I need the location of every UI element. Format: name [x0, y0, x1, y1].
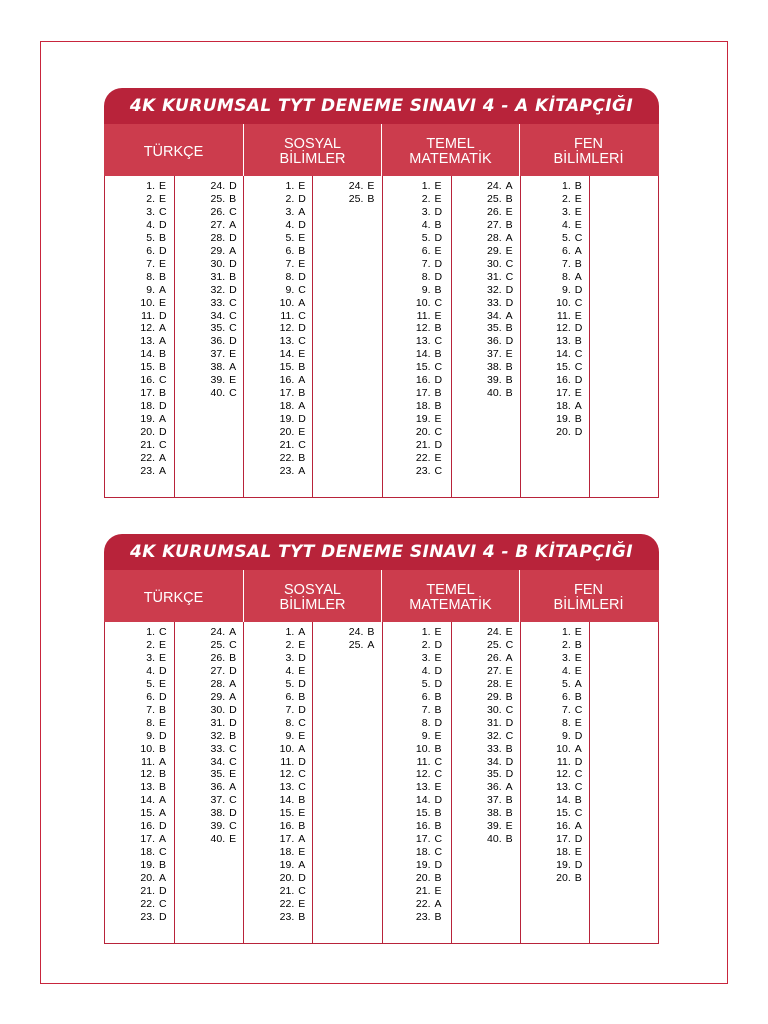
answer-column — [382, 622, 451, 943]
answer-column — [174, 176, 243, 497]
answer-entry: 33. B — [487, 742, 513, 755]
answer-entry: 14. B — [140, 348, 167, 361]
answer-entry: 3. E — [421, 651, 442, 664]
answer-entry: 23. A — [140, 464, 167, 477]
answer-entry: 19. D — [279, 413, 306, 426]
answer-column — [451, 176, 520, 497]
answer-entry: 8. C — [285, 716, 306, 729]
answer-entry: 28. A — [487, 231, 513, 244]
answer-entry: 15. B — [415, 807, 442, 820]
answer-entry: 11. E — [556, 309, 582, 322]
answer-entry: 14. B — [415, 348, 442, 361]
answer-entry: 6. B — [285, 690, 306, 703]
subject-header-line: TÜRKÇE — [143, 143, 204, 160]
answer-entry: 2. E — [146, 192, 167, 205]
answer-entry: 4. D — [146, 664, 167, 677]
answer-entry: 21. E — [415, 885, 442, 898]
answer-entry: 10. C — [415, 296, 443, 309]
answer-entry: 15. C — [556, 361, 583, 374]
answer-entry: 14. C — [556, 348, 583, 361]
answer-column — [451, 622, 520, 943]
answer-entry: 2. E — [146, 638, 167, 651]
answer-entry: 9. D — [561, 283, 583, 296]
subject-header-line: SOSYAL — [284, 582, 341, 598]
answer-entry: 14. E — [279, 348, 306, 361]
answer-entry: 16. A — [279, 374, 306, 387]
answer-entry: 7. E — [146, 257, 167, 270]
answer-entry: 15. B — [140, 361, 167, 374]
answer-entry: 3. E — [561, 651, 582, 664]
answer-entry: 23. C — [415, 464, 443, 477]
answer-entry: 4. D — [146, 218, 167, 231]
answer-entry: 26. B — [210, 651, 237, 664]
answer-entry: 29. A — [210, 244, 237, 257]
answer-entry: 15. C — [556, 807, 583, 820]
answer-entry: 8. E — [146, 716, 167, 729]
answer-entry: 5. A — [561, 677, 582, 690]
answer-entry: 28. D — [210, 231, 237, 244]
answer-entry: 25. B — [210, 192, 237, 205]
answer-entry: 17. D — [556, 833, 583, 846]
answer-entry: 13. E — [415, 781, 442, 794]
answer-entry: 11. A — [141, 755, 167, 768]
answer-entry: 37. E — [487, 348, 513, 361]
answer-entry: 31. D — [487, 716, 514, 729]
answer-entry: 10. A — [279, 296, 306, 309]
answer-entry: 30. D — [210, 257, 237, 270]
answer-entry: 16. D — [556, 374, 583, 387]
answer-entry: 32. C — [487, 729, 514, 742]
answer-entry: 7. D — [285, 703, 306, 716]
answer-entry: 24. E — [487, 626, 513, 638]
answer-entry: 17. B — [415, 387, 442, 400]
answer-entry: 35. B — [487, 322, 513, 335]
answer-entry: 5. D — [421, 231, 443, 244]
answer-entry: 13. C — [279, 781, 306, 794]
subject-header-line: TÜRKÇE — [143, 589, 204, 606]
answer-entry: 10. A — [279, 742, 306, 755]
answer-entry: 18. A — [279, 400, 306, 413]
answer-entry: 36. D — [487, 335, 514, 348]
answer-column — [312, 622, 381, 943]
answer-entry: 14. D — [415, 794, 443, 807]
answer-entry: 16. A — [556, 820, 582, 833]
answer-entry: 1. A — [285, 626, 306, 638]
answer-entry: 24. A — [210, 626, 237, 638]
answer-entry: 23. B — [415, 910, 442, 923]
answer-entry: 1. E — [285, 180, 306, 192]
answer-entry: 32. D — [487, 283, 514, 296]
subject-header — [381, 124, 519, 176]
answer-entry: 11. C — [416, 755, 443, 768]
subject-header — [243, 124, 381, 176]
answer-entry: 17. B — [140, 387, 167, 400]
answer-entry: 17. E — [556, 387, 582, 400]
answer-entry: 20. B — [556, 872, 582, 885]
answer-entry: 27. A — [210, 218, 237, 231]
answer-entry: 20. C — [415, 426, 443, 439]
answer-entry: 7. C — [561, 703, 583, 716]
answer-entry: 3. E — [561, 205, 582, 218]
answer-entry: 24. A — [487, 180, 513, 192]
answer-entry: 13. C — [279, 335, 306, 348]
answer-grid — [104, 622, 659, 944]
answer-column — [589, 622, 658, 943]
answer-entry: 22. E — [279, 898, 306, 911]
answer-entry: 3. C — [146, 205, 167, 218]
answer-entry: 19. D — [415, 859, 443, 872]
answer-entry: 6. A — [561, 244, 582, 257]
subject-header-line: FEN — [573, 136, 603, 152]
answer-entry: 40. B — [487, 387, 513, 400]
answer-entry: 34. D — [487, 755, 514, 768]
answer-entry: 24. D — [210, 180, 237, 192]
subject-header-line: BİLİMLER — [279, 151, 346, 167]
subject-header — [104, 124, 243, 176]
answer-entry: 11. E — [416, 309, 442, 322]
answer-entry: 37. E — [210, 348, 237, 361]
answer-entry: 8. B — [146, 270, 167, 283]
answer-entry: 35. D — [487, 768, 514, 781]
answer-entry: 5. C — [561, 231, 583, 244]
answer-entry: 38. A — [210, 361, 237, 374]
answer-entry: 25. B — [487, 192, 513, 205]
subject-header — [519, 124, 657, 176]
booklet-b-answer-key — [104, 534, 659, 944]
answer-entry: 9. C — [285, 283, 306, 296]
answer-entry: 20. D — [140, 426, 167, 439]
answer-entry: 19. A — [279, 859, 306, 872]
answer-entry: 2. D — [421, 638, 443, 651]
answer-entry: 23. B — [279, 910, 306, 923]
answer-entry: 34. C — [210, 309, 237, 322]
answer-entry: 21. D — [140, 885, 167, 898]
subject-header-line: SOSYAL — [284, 136, 341, 152]
answer-entry: 16. C — [140, 374, 167, 387]
answer-entry: 29. B — [487, 690, 513, 703]
answer-entry: 21. C — [279, 885, 306, 898]
answer-entry: 17. A — [279, 833, 306, 846]
answer-entry: 18. C — [415, 846, 443, 859]
answer-entry: 11. D — [556, 755, 583, 768]
answer-entry: 19. B — [556, 413, 582, 426]
answer-entry: 38. B — [487, 807, 513, 820]
answer-entry: 7. B — [421, 703, 442, 716]
answer-entry: 19. A — [140, 413, 167, 426]
answer-entry: 2. B — [561, 638, 582, 651]
answer-entry: 27. D — [210, 664, 237, 677]
answer-entry: 40. B — [487, 833, 513, 846]
answer-entry: 27. E — [487, 664, 513, 677]
answer-entry: 12. A — [140, 322, 167, 335]
answer-entry: 28. E — [487, 677, 513, 690]
answer-entry: 4. E — [561, 664, 582, 677]
subject-header-line: TEMEL — [426, 582, 475, 598]
answer-entry: 36. D — [210, 335, 237, 348]
answer-entry: 20. E — [279, 426, 306, 439]
booklet-title: 4K KURUMSAL TYT DENEME SINAVI 4 - B KİTAPÇIĞI — [104, 534, 659, 570]
answer-entry: 28. A — [210, 677, 237, 690]
answer-entry: 15. B — [279, 361, 306, 374]
answer-entry: 1. E — [561, 626, 582, 638]
answer-entry: 10. E — [140, 296, 167, 309]
answer-entry: 14. A — [140, 794, 167, 807]
answer-entry: 20. B — [415, 872, 442, 885]
answer-entry: 30. D — [210, 703, 237, 716]
answer-entry: 39. E — [210, 374, 237, 387]
answer-entry: 20. D — [556, 426, 583, 439]
answer-entry: 13. C — [556, 781, 583, 794]
answer-entry: 33. C — [210, 296, 237, 309]
answer-entry: 18. A — [556, 400, 582, 413]
answer-entry: 2. E — [561, 192, 582, 205]
subject-header-line: MATEMATİK — [409, 597, 492, 613]
answer-entry: 39. B — [487, 374, 513, 387]
answer-entry: 10. A — [556, 742, 582, 755]
subject-header — [104, 570, 243, 622]
answer-entry: 26. A — [487, 651, 513, 664]
answer-entry: 17. B — [279, 387, 306, 400]
answer-entry: 17. C — [415, 833, 443, 846]
answer-entry: 40. E — [210, 833, 237, 846]
answer-entry: 14. B — [556, 794, 582, 807]
answer-entry: 35. C — [210, 322, 237, 335]
answer-entry: 13. C — [415, 335, 443, 348]
subject-header-line: MATEMATİK — [409, 151, 492, 167]
answer-entry: 7. B — [561, 257, 582, 270]
answer-entry: 18. E — [556, 846, 582, 859]
subject-header — [381, 570, 519, 622]
answer-entry: 14. B — [279, 794, 306, 807]
answer-entry: 4. D — [421, 664, 443, 677]
subject-header — [519, 570, 657, 622]
answer-entry: 18. C — [140, 846, 167, 859]
answer-entry: 35. E — [210, 768, 237, 781]
answer-entry: 22. A — [415, 898, 442, 911]
answer-entry: 18. B — [415, 400, 442, 413]
answer-entry: 5. E — [146, 677, 167, 690]
answer-entry: 21. C — [140, 439, 167, 452]
answer-entry: 29. E — [487, 244, 513, 257]
subject-header-line: TEMEL — [426, 136, 475, 152]
answer-entry: 2. E — [421, 192, 442, 205]
answer-entry: 12. C — [279, 768, 306, 781]
answer-entry: 38. D — [210, 807, 237, 820]
answer-entry: 3. E — [146, 651, 167, 664]
answer-entry: 27. B — [487, 218, 513, 231]
answer-entry: 4. E — [561, 218, 582, 231]
booklet-a-answer-key — [104, 88, 659, 498]
subject-header — [243, 570, 381, 622]
answer-entry: 36. A — [487, 781, 513, 794]
answer-entry: 19. D — [556, 859, 583, 872]
answer-entry: 38. B — [487, 361, 513, 374]
answer-entry: 5. D — [421, 677, 443, 690]
answer-entry: 4. B — [421, 218, 442, 231]
answer-entry: 39. E — [487, 820, 513, 833]
answer-entry: 12. B — [140, 768, 167, 781]
answer-column — [382, 176, 451, 497]
answer-entry: 25. C — [210, 638, 237, 651]
answer-entry: 7. B — [146, 703, 167, 716]
answer-entry: 1. C — [146, 626, 167, 638]
answer-entry: 1. E — [146, 180, 167, 192]
answer-entry: 22. B — [279, 452, 306, 465]
answer-entry: 2. D — [285, 192, 306, 205]
booklet-title: 4K KURUMSAL TYT DENEME SINAVI 4 - A KİTAPÇIĞI — [104, 88, 659, 124]
subject-header-line: FEN — [573, 582, 603, 598]
answer-entry: 9. E — [285, 729, 306, 742]
answer-column — [312, 176, 381, 497]
answer-entry: 12. C — [556, 768, 583, 781]
answer-entry: 13. B — [556, 335, 582, 348]
answer-entry: 12. D — [279, 322, 306, 335]
answer-entry: 15. A — [140, 807, 167, 820]
answer-entry: 33. D — [487, 296, 514, 309]
answer-entry: 8. E — [561, 716, 582, 729]
answer-entry: 37. B — [487, 794, 513, 807]
answer-entry: 34. C — [210, 755, 237, 768]
answer-entry: 18. E — [279, 846, 306, 859]
answer-entry: 7. E — [285, 257, 306, 270]
answer-entry: 24. B — [348, 626, 375, 638]
answer-entry: 8. D — [285, 270, 306, 283]
answer-entry: 22. E — [415, 452, 442, 465]
answer-entry: 21. D — [415, 439, 443, 452]
answer-entry: 30. C — [487, 257, 514, 270]
answer-entry: 6. B — [421, 690, 442, 703]
subject-header-row — [104, 124, 659, 176]
answer-entry: 6. B — [285, 244, 306, 257]
answer-entry: 2. E — [285, 638, 306, 651]
answer-entry: 6. D — [146, 244, 167, 257]
answer-column — [589, 176, 658, 497]
answer-entry: 5. D — [285, 677, 306, 690]
answer-entry: 31. C — [487, 270, 514, 283]
answer-column — [174, 622, 243, 943]
answer-entry: 15. C — [415, 361, 443, 374]
answer-entry: 15. E — [279, 807, 306, 820]
answer-entry: 25. C — [487, 638, 514, 651]
answer-entry: 6. B — [561, 690, 582, 703]
answer-entry: 6. D — [146, 690, 167, 703]
answer-entry: 5. E — [285, 231, 306, 244]
answer-entry: 7. D — [421, 257, 443, 270]
answer-entry: 19. E — [415, 413, 442, 426]
answer-entry: 3. D — [285, 651, 306, 664]
answer-entry: 40. C — [210, 387, 237, 400]
answer-entry: 12. C — [415, 768, 443, 781]
answer-entry: 4. D — [285, 218, 306, 231]
answer-entry: 22. C — [140, 898, 167, 911]
answer-entry: 3. A — [285, 205, 306, 218]
subject-header-row — [104, 570, 659, 622]
answer-entry: 10. B — [140, 742, 167, 755]
answer-entry: 22. A — [140, 452, 167, 465]
answer-entry: 25. A — [348, 638, 375, 651]
answer-entry: 30. C — [487, 703, 514, 716]
answer-entry: 16. B — [415, 820, 442, 833]
answer-entry: 9. D — [146, 729, 167, 742]
answer-entry: 32. D — [210, 283, 237, 296]
answer-entry: 13. A — [140, 335, 167, 348]
answer-entry: 16. B — [279, 820, 306, 833]
answer-entry: 19. B — [140, 859, 167, 872]
answer-column — [243, 176, 312, 497]
answer-entry: 31. B — [210, 270, 237, 283]
answer-entry: 10. B — [415, 742, 442, 755]
answer-entry: 8. D — [421, 716, 443, 729]
answer-entry: 9. D — [561, 729, 583, 742]
answer-entry: 16. D — [415, 374, 443, 387]
answer-entry: 12. B — [415, 322, 442, 335]
answer-entry: 26. C — [210, 205, 237, 218]
answer-entry: 36. A — [210, 781, 237, 794]
answer-entry: 24. E — [348, 180, 375, 192]
answer-column — [520, 176, 589, 497]
subject-header-line: BİLİMLER — [279, 597, 346, 613]
answer-entry: 8. A — [561, 270, 582, 283]
answer-entry: 1. E — [421, 180, 442, 192]
answer-entry: 9. A — [146, 283, 167, 296]
answer-entry: 21. C — [279, 439, 306, 452]
answer-entry: 23. D — [140, 910, 167, 923]
answer-entry: 25. B — [348, 192, 375, 205]
answer-entry: 6. E — [421, 244, 442, 257]
answer-entry: 29. A — [210, 690, 237, 703]
answer-entry: 11. D — [280, 755, 306, 768]
answer-entry: 4. E — [285, 664, 306, 677]
answer-column — [105, 176, 174, 497]
answer-entry: 17. A — [140, 833, 167, 846]
answer-entry: 26. E — [487, 205, 513, 218]
subject-header-line: BİLİMLERİ — [553, 597, 624, 613]
answer-entry: 32. B — [210, 729, 237, 742]
answer-entry: 18. D — [140, 400, 167, 413]
answer-entry: 12. D — [556, 322, 583, 335]
answer-grid — [104, 176, 659, 498]
subject-header-line: BİLİMLERİ — [553, 151, 624, 167]
answer-column — [105, 622, 174, 943]
answer-entry: 9. E — [421, 729, 442, 742]
answer-entry: 39. C — [210, 820, 237, 833]
answer-column — [520, 622, 589, 943]
answer-entry: 33. C — [210, 742, 237, 755]
answer-entry: 10. C — [556, 296, 583, 309]
answer-entry: 37. C — [210, 794, 237, 807]
answer-entry: 9. B — [421, 283, 442, 296]
answer-entry: 11. D — [141, 309, 167, 322]
answer-entry: 20. A — [140, 872, 167, 885]
answer-entry: 3. D — [421, 205, 443, 218]
answer-entry: 20. D — [279, 872, 306, 885]
answer-entry: 1. B — [561, 180, 582, 192]
answer-entry: 13. B — [140, 781, 167, 794]
answer-entry: 23. A — [279, 464, 306, 477]
answer-entry: 11. C — [280, 309, 306, 322]
answer-entry: 5. B — [146, 231, 167, 244]
answer-entry: 8. D — [421, 270, 443, 283]
answer-entry: 34. A — [487, 309, 513, 322]
answer-entry: 31. D — [210, 716, 237, 729]
answer-entry: 1. E — [421, 626, 442, 638]
answer-entry: 16. D — [140, 820, 167, 833]
answer-column — [243, 622, 312, 943]
